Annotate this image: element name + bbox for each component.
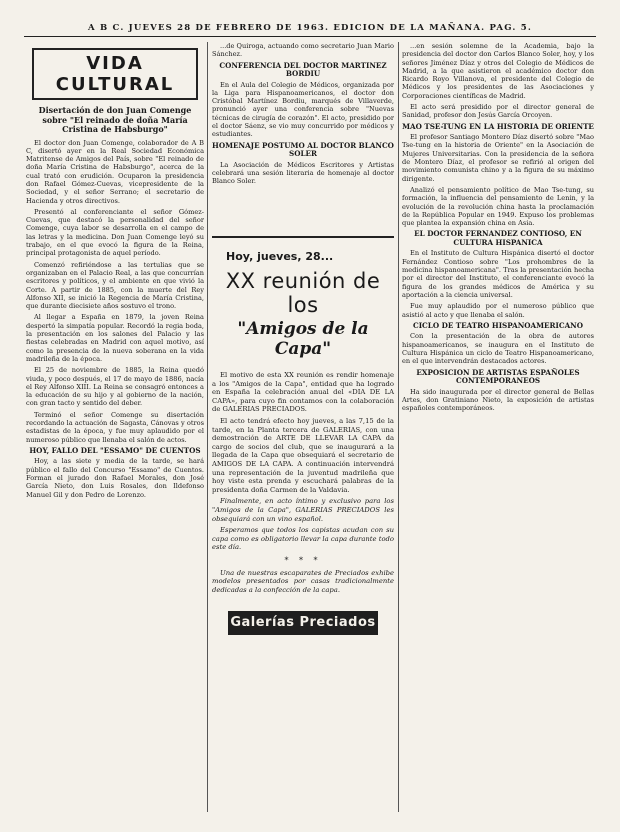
article-paragraph: ...en sesión solemne de la Academia, bajo la presidencia del doctor don Carlos Blanco Soler, hoy, y los señores Jiménez Díaz y otros del Colegio de Médicos de Madrid, a la que asistieron el académico doctor don Ricardo Royo Villanova, el presidente del Colegio de Médicos y los presidentes de las Asociaciones y Corporaciones científicas de Madrid. (402, 42, 594, 100)
article-paragraph: En el Aula del Colegio de Médicos, organizada por la Liga para Hispanoamericanos, el doctor don Cristóbal Martínez Bordiu, marqués de Villaverde, pronunció ayer una conferencia sobre "Nuevas técnicas de cirugía de corazón". El acto, presidido por el doctor Sáenz, se vio muy concurrido por médicos y estudiantes. (212, 80, 394, 139)
article-headline: MAO TSE-TUNG EN LA HISTORIA DE ORIENTE (402, 121, 594, 131)
column-left (26, 42, 204, 812)
article-paragraph: El profesor Santiago Montero Díaz disertó sobre "Mao Tse-tung en la historia de Oriente" en la Asociación de Mujeres Universitarias. Con la presidencia de la señora de Montero Díaz, el profesor se refirió al origen del movimiento comunista chino y a la figura de su máximo dirigente. (402, 133, 594, 183)
article-paragraph: ...de Quiroga, actuando como secretario Juan Mario Sánchez. (212, 42, 394, 59)
ad-title: XX reunión de los (225, 269, 381, 317)
ad-paragraph: El motivo de esta XX reunión es rendir homenaje a los "Amigos de la Capa", entidad que ha logrado en España la celebración anual del «DIA DE LA CAPA», para cuyo fin contamos con la colaboración de GALERIAS PRECIADOS. (212, 371, 394, 414)
article-headline: CONFERENCIA DEL DOCTOR MARTINEZ BORDIU (219, 60, 387, 79)
article-paragraph: Hoy, a las siete y media de la tarde, se hará público el fallo del Concurso "Essamo" de Cuentos. Forman el jurado don Rafael Morales, don José García Nieto, don Luis Rosales, don Ildefonso Manuel Gil y don Pedro de Lorenzo. (26, 457, 204, 499)
column-right (402, 42, 594, 812)
article-paragraph: El acto será presidido por el director general de Sanidad, profesor don Jesús García Orcoyen. (402, 103, 594, 120)
article-headline: HOY, FALLO DEL "ESSAMO" DE CUENTOS (29, 445, 201, 455)
article-paragraph: El doctor don Juan Comenge, colaborador de A B C, disertó ayer en la Real Sociedad Económica Matritense de Amigos del País, sobre "El reinado de doña María Cristina de Habsburgo", acerca de la cual trató con erudición. Ocuparon la presidencia don Rafael Gómez-Cuevas, vicepresidente de la Sociedad, y el señor Serrano; el secretario de Hacienda y otros directivos. (26, 138, 204, 205)
article-headline: HOMENAJE POSTUMO AL DOCTOR BLANCO SOLER (212, 140, 394, 159)
ad-subtitle: "Amigos de la Capa" (237, 319, 369, 359)
ad-paragraph: Una de nuestras escaparates de Preciados exhibe modelos presentados por casas tradicionalmente dedicadas a la confección de la capa. (212, 568, 394, 595)
column-rule (398, 42, 399, 812)
article-paragraph: Ha sido inaugurada por el director general de Bellas Artes, don Gratiniano Nieto, la exposición de artistas españoles contemporáneos. (402, 387, 594, 413)
galerias-preciados-logo: Galerías Preciados (228, 611, 378, 635)
article-paragraph: Con la presentación de la obra de autores hispanoamericanos, se inaugura en el Instituto de Cultura Hispánica un ciclo de Teatro Hispanoamericano, en el que intervendrán destacados actores. (402, 332, 594, 366)
article-paragraph: Comenzó refiriéndose a las tertulias que se organizaban en el Palacio Real, a las que concurrían escritores y políticos, y el ambiente en que vivió la Corte. A partir de 1885, con la muerte del Rey Alfonso XII, se inició la Regencia de María Cristina, que durante diecisiete años sostuvo el trono. (26, 260, 204, 311)
article-paragraph: Analizó el pensamiento político de Mao Tse-tung, su formación, la influencia del pensamiento de Lenin, y la evolución de la revolución china hasta la proclamación de la República Popular en 1949. Expuso los problemas que plantea la expansión china en Asia. (402, 185, 594, 228)
ad-date: Hoy, jueves, 28... (226, 250, 334, 263)
article-headline: Disertación de don Juan Comenge sobre "El reinado de doña María Cristina de Habsburgo" (38, 105, 192, 134)
article-paragraph: Terminó el señor Comenge su disertación recordando la actuación de Sagasta, Cánovas y otros estadistas de la época, y fue muy aplaudido por el numeroso público que llenaba el salón de actos. (26, 410, 204, 444)
ad-paragraph: Finalmente, en acto íntimo y exclusivo para los "Amigos de la Capa", GALERIAS PRECIADOS les obsequiará con un vino español. (212, 497, 394, 523)
column-middle (212, 42, 394, 234)
advertisement (212, 236, 394, 826)
article-paragraph: En el Instituto de Cultura Hispánica disertó el doctor Fernández Contioso sobre "Los prohombres de la medicina hispanoamericana". Tras la presentación hecha por el director del Instituto, el conferenciante evocó la figura de los grandes médicos de América y su aportación a la ciencia universal. (402, 249, 594, 299)
column-rule (207, 42, 208, 812)
ad-separator: * * * (284, 555, 322, 565)
article-paragraph: El 25 de noviembre de 1885, la Reina quedó viuda, y poco después, el 17 de mayo de 1886, nacía el Rey Alfonso XIII. La Reina se consagró entonces a la educación de su hijo y al gobierno de la nación, con gran tacto y sentido del deber. (26, 366, 204, 408)
article-paragraph: Al llegar a España en 1879, la joven Reina despertó la simpatía popular. Recordó la regia boda, la presentación en los salones del Palacio y las fiestas celebradas en Madrid con aquel motivo, así como la presencia de la nueva soberana en la vida madrileña de la época. (26, 313, 204, 363)
ad-paragraph: Esperamos que todos los capistas acudan con su capa como es obligatorio llevar la capa durante todo este día. (212, 526, 394, 552)
page-header: A B C. JUEVES 28 DE FEBRERO DE 1963. EDICION DE LA MAÑANA. PAG. 5. (24, 22, 596, 37)
article-headline: EXPOSICION DE ARTISTAS ESPAÑOLES CONTEMPORANEOS (416, 367, 580, 385)
article-paragraph: Presentó al conferenciante el señor Gómez-Cuevas, que destacó la personalidad del señor Comenge, cuya labor se desarrolla en el campo de las letras y la medicina. Don Juan Comenge leyó su trabajo, en el que evocó la figura de la Reina, principal protagonista de aquel período. (26, 207, 204, 258)
ad-paragraph: El acto tendrá efecto hoy jueves, a las 7,15 de la tarde, en la Planta tercera de GALERIAS, con una demostración de ARTE DE LLEVAR LA CAPA da cargo de socios del club, que se inaugurará a la llegada de la Capa que obsequiará el secretario de AMIGOS DE LA CAPA. A continuación intervendrá una representación de la juventud madrileña que hoy viste esta prenda y escuchará palabras de la presidenta doña Carmen de la Valdavia. (212, 416, 394, 494)
article-headline: CICLO DE TEATRO HISPANOAMERICANO (412, 320, 584, 330)
article-headline: EL DOCTOR FERNANDEZ CONTIOSO, EN CULTURA HISPANICA (414, 229, 582, 247)
article-paragraph: Fue muy aplaudido por el numeroso público que asistió al acto y que llenaba el salón. (402, 302, 594, 319)
section-title: VIDA CULTURAL (32, 48, 198, 100)
article-paragraph: La Asociación de Médicos Escritores y Artistas celebrará una sesión literaria de homenaje al doctor Blanco Soler. (212, 160, 394, 186)
